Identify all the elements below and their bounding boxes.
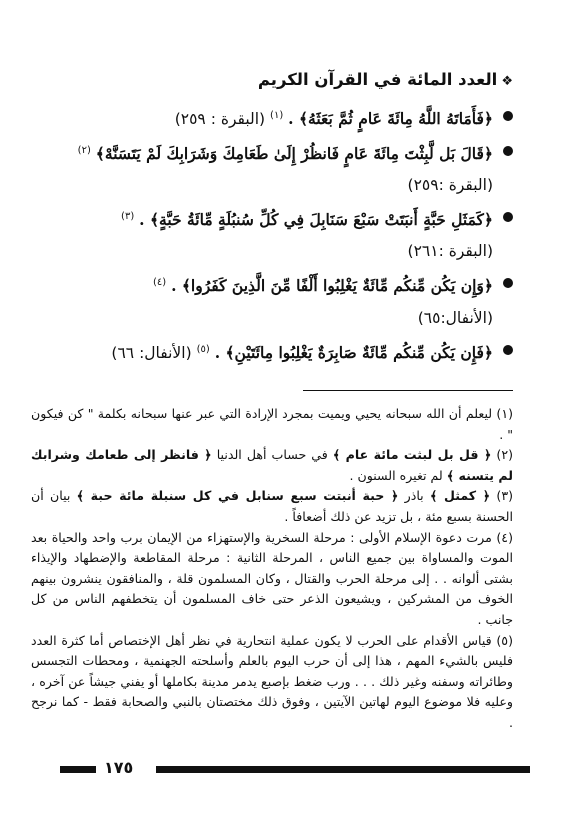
section-heading-title: العدد المائة في القرآن الكريم xyxy=(257,70,498,89)
footnote-marker: (٢) xyxy=(77,145,91,157)
page-number: ١٧٥ xyxy=(100,758,137,777)
verse-item xyxy=(35,267,513,333)
footnote-item xyxy=(31,404,513,445)
verse-item xyxy=(35,334,513,369)
footnote-quote: ﴿ كمثل ﴾ xyxy=(429,488,491,504)
verse-reference: (البقرة :٢٥٩) xyxy=(407,176,493,195)
verse-item xyxy=(35,135,513,201)
footnote-number: (٤) xyxy=(496,529,513,545)
bullet-icon xyxy=(503,345,513,355)
footnote-item xyxy=(31,445,513,486)
footnote-text: لم تغيره السنون . xyxy=(349,467,447,483)
verse-text: ﴿فَأَمَاتَهُ اللَّهُ مِائَةَ عَامٍ ثُمَّ بَعَثَهُ﴾ . xyxy=(288,109,493,129)
footnote-item xyxy=(31,528,513,631)
footnote-marker: (٤) xyxy=(152,277,167,289)
footnote-item xyxy=(31,631,513,734)
footnotes xyxy=(31,404,513,734)
verse-reference: (البقرة :٢٦١) xyxy=(407,242,493,261)
bullet-icon xyxy=(503,146,513,156)
footnote-text: باذر xyxy=(398,488,430,504)
footnote-quote: ﴿ حبة أنبتت سبع سنابل في كل سنبلة مائة حبة ﴾ xyxy=(76,488,399,504)
verse-list xyxy=(35,100,513,369)
verse-item xyxy=(35,201,513,267)
bullet-icon xyxy=(503,111,513,121)
footnote-marker: (٣) xyxy=(121,211,135,223)
footnote-item xyxy=(31,486,513,527)
footer-rule-left xyxy=(60,766,96,773)
footnote-text: في حساب أهل الدنيا xyxy=(211,447,333,463)
bullet-icon xyxy=(503,278,513,288)
verse-item xyxy=(35,100,513,135)
verse-text: ﴿كَمَثَلِ حَبَّةٍ أَنبَتَتْ سَبْعَ سَنَابِلَ فِي كُلِّ سُنبُلَةٍ مِّائَةُ حَبَّةٍ﴾ . xyxy=(139,210,493,230)
footnote-text: مرت دعوة الإسلام الأولى : مرحلة السخرية والإستهزاء من الإيمان برب واحد والحياة بعد الموت والمساواة بين جميع الناس ، المرحلة الثانية : مرحلة المقاطعة والإضطهاد والإيذاء بشتى ألوانه . . إلى مرحلة الحرب والقتال ، وكان المسلمون قلة ، والمنافقون ينشرون بينهم الخوف من المشركين ، ويشيعون الذعر حتى خاف المسلمون أن يتخطفهم الناس من كل جانب . xyxy=(31,529,513,627)
diamond-icon: ❖ xyxy=(501,74,513,89)
verse-reference: (الأنفال: ٦٦) xyxy=(111,343,192,362)
footnote-quote: ﴿ قل بل لبثت مائة عام ﴾ xyxy=(332,447,492,463)
footnote-text: قياس الأقدام على الحرب لا يكون عملية انتحارية في نظر أهل الإختصاص أما كثرة العدد فليس بالشيء المهم ، هذا إلى أن حرب اليوم بالعلم وأسلحته الجهنمية ، ومحطات التجسس وطائراته وسفنه وغير ذلك . . . ورب ضغط بإصبع يدمر مدينة بكاملها أو يفني جيشاً عن آخره ، وعليه فلا موضوع اليوم لهاتين الآيتين ، وفوق ذلك مختصتان بالنبي والصحابة فقط - كما نرجح . xyxy=(31,632,513,730)
verse-text: ﴿وَإِن يَكُن مِّنكُم مِّائَةٌ يَغْلِبُوا أَلْفًا مِّنَ الَّذِينَ كَفَرُوا﴾ . xyxy=(171,276,493,296)
page-footer xyxy=(60,760,530,780)
footnote-number: (٥) xyxy=(496,632,513,648)
footnote-marker: (١) xyxy=(270,110,284,121)
verse-text: ﴿قَالَ بَل لَّبِثْتَ مِائَةَ عَامٍ فَانظُرْ إِلَىٰ طَعَامِكَ وَشَرَابِكَ لَمْ يَتَسَنَّهْ﴾ xyxy=(95,144,493,164)
verse-reference: (البقرة : ٢٥٩) xyxy=(174,110,266,129)
footnote-number: (٢) xyxy=(496,447,513,463)
verse-text: ﴿فَإِن يَكُن مِّنكُم مِّائَةٌ صَابِرَةٌ يَغْلِبُوا مِائَتَيْنِ﴾ . xyxy=(214,342,493,362)
footer-rule-right xyxy=(156,766,530,773)
section-heading xyxy=(53,68,513,94)
footnote-number: (١) xyxy=(496,406,513,421)
footnote-text: بيان أن الحسنة بسبع مئة ، بل تزيد عن ذلك أضعافاً . xyxy=(31,488,513,524)
footnote-number: (٣) xyxy=(496,488,513,504)
footnote-quote: ﴿ فانظر إلى طعامك وشرابك لم يتسنه ﴾ xyxy=(31,447,513,483)
verse-reference: (الأنفال:٦٥) xyxy=(417,308,493,327)
footnote-text: ليعلم أن الله سبحانه يحيي ويميت بمجرد الإرادة التي عبر عنها سبحانه بكلمة " كن فيكون " . xyxy=(31,406,513,442)
footnote-marker: (٥) xyxy=(196,343,210,355)
bullet-icon xyxy=(503,212,513,222)
footnote-separator xyxy=(303,390,513,391)
